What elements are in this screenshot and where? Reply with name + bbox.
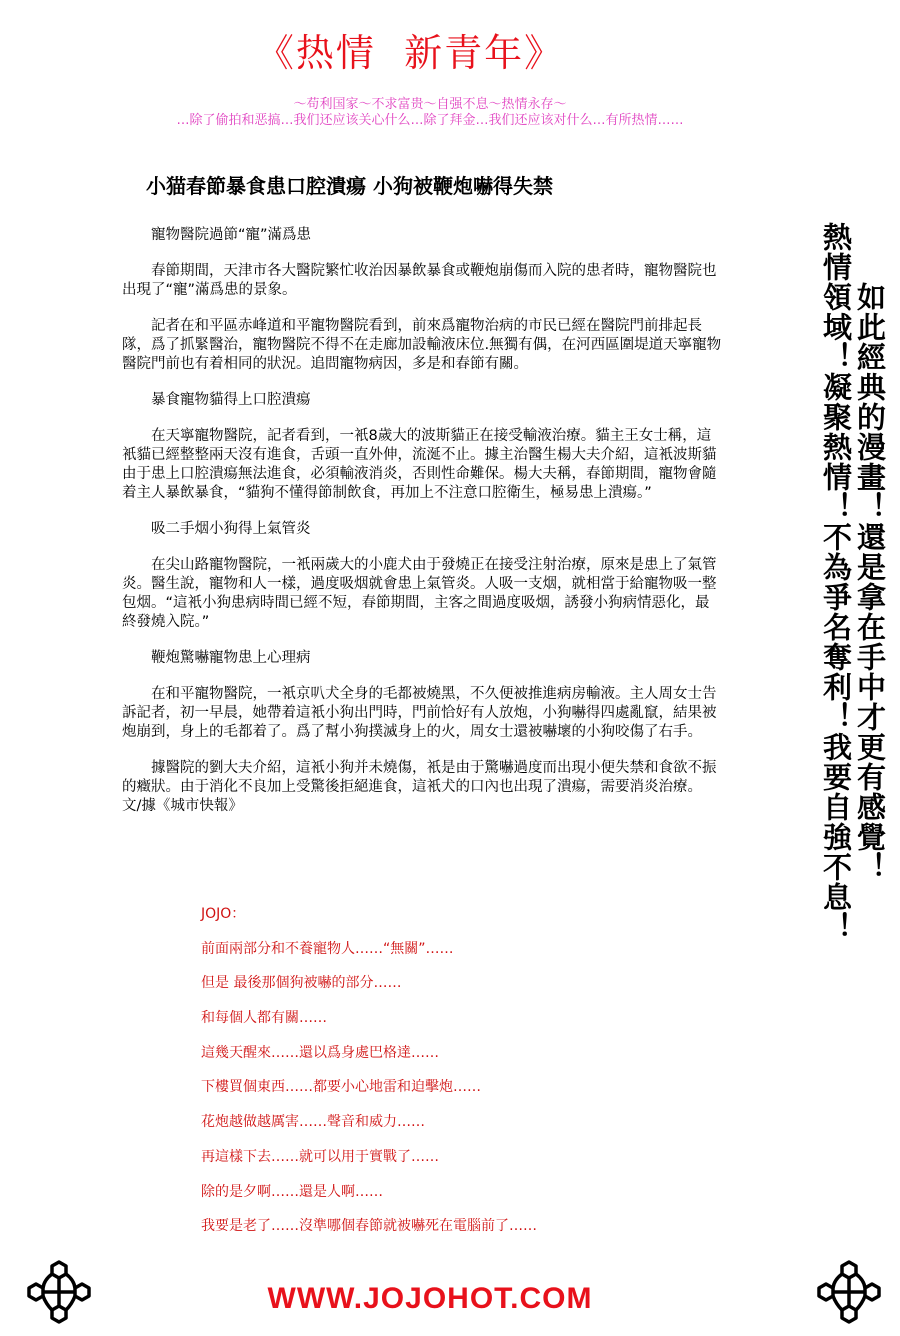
article-paragraph: 記者在和平區赤峰道和平寵物醫院看到，前來爲寵物治病的市民已經在醫院門前排起長隊，爲了抓緊醫治，寵物醫院不得不在走廊加設輸液床位.無獨有偶，在河西區圍堤道天寧寵物醫院門前也有着相同的狀況。追問寵物病因，多是和春節有關。 [122, 318, 722, 372]
article-subheading: 鞭炮驚嚇寵物患上心理病 [151, 650, 311, 666]
article-subheading: 寵物醫院過節“寵”滿爲患 [151, 227, 312, 243]
slogan-line-2: …除了偷拍和恶搞…我们还应该关心什么…除了拜金…我们还应该对什么…有所热情…… [176, 113, 684, 128]
comment-line: 花炮越做越厲害……聲音和威力…… [201, 1114, 425, 1131]
comment-line: 再這樣下去……就可以用于實戰了…… [201, 1148, 439, 1165]
article-body [122, 226, 722, 833]
page-header-title: 《热情 新青年》 [255, 31, 565, 75]
article-paragraph: 在天寧寵物醫院，記者看到，一衹8歲大的波斯貓正在接受輸液治療。貓主王女士稱，這衹貓已經整整兩天沒有進食，舌頭一直外伸，流涎不止。據主治醫生楊大夫介紹，這衹波斯貓由于患上口腔潰瘍無法進食，必須輸液消炎，否則性命難保。楊大夫稱，春節期間，寵物會隨着主人暴飲暴食，“貓狗不懂得節制飲食，再加上不注意口腔衛生，極易患上潰瘍。” [122, 428, 717, 501]
article-paragraph: 在尖山路寵物醫院，一衹兩歲大的小鹿犬由于發燒正在接受注射治療，原來是患上了氣管炎。醫生說，寵物和人一樣，過度吸烟就會患上氣管炎。人吸一支烟，就相當于給寵物吸一整包烟。“這衹小狗患病時間已經不短，春節期間，主客之間過度吸烟，誘發小狗病情惡化，最終發燒入院。” [122, 557, 717, 630]
vertical-slogan-2: 如此經典的漫畫！還是拿在手中才更有感覺！ [853, 282, 887, 882]
article-paragraph: 在和平寵物醫院，一衹京叭犬全身的毛都被燒黑，不久便被推進病房輸液。主人周女士告訴記者，初一早晨，她帶着這衹小狗出門時，門前恰好有人放炮，小狗嚇得四處亂竄，結果被炮崩到，身上的毛都着了。爲了幫小狗撲滅身上的火，周女士還被嚇壞的小狗咬傷了右手。 [122, 686, 717, 740]
comment-line: 下樓買個東西……都要小心地雷和迫擊炮…… [201, 1079, 481, 1096]
article-paragraph: 據醫院的劉大夫介紹，這衹小狗并未燒傷，衹是由于驚嚇過度而出現小便失禁和食欲不振的癥狀。由于消化不良加上受驚後拒絕進食，這衹犬的口內也出現了潰瘍，需要消炎治療。 文/據《城市快報》 [122, 760, 717, 814]
article-title: 小猫春節暴食患口腔潰瘍 小狗被鞭炮嚇得失禁 [146, 174, 553, 198]
site-url-link[interactable]: WWW.JOJOHOT.COM [267, 1282, 593, 1315]
comment-line: 但是 最後那個狗被嚇的部分…… [201, 975, 402, 992]
jojo-comments [201, 903, 537, 1250]
comment-line: 這幾天醒來……還以爲身處巴格達…… [201, 1044, 439, 1061]
ornament-right-icon [812, 1254, 886, 1330]
comment-line: 前面兩部分和不養寵物人……“無關”…… [201, 940, 454, 957]
comment-line: 我要是老了……沒準哪個春節就被嚇死在電腦前了…… [201, 1218, 537, 1235]
article-subheading: 暴食寵物貓得上口腔潰瘍 [151, 392, 311, 408]
article-paragraph: 春節期間，天津市各大醫院繁忙收治因暴飲暴食或鞭炮崩傷而入院的患者時，寵物醫院也出現了“寵”滿爲患的景象。 [122, 263, 717, 298]
article-subheading: 吸二手烟小狗得上氣管炎 [151, 521, 311, 537]
comment-line: 和每個人都有關…… [201, 1010, 327, 1027]
slogan-line-1: ～苟利国家～不求富贵～自强不息～热情永存～ [293, 97, 567, 112]
comment-line: 除的是夕啊……還是人啊…… [201, 1183, 383, 1200]
vertical-slogan-1: 熱情領域！凝聚熱情！不為爭名奪利！我要自強不息！ [819, 222, 853, 942]
comment-author: JOJO： [201, 906, 246, 922]
